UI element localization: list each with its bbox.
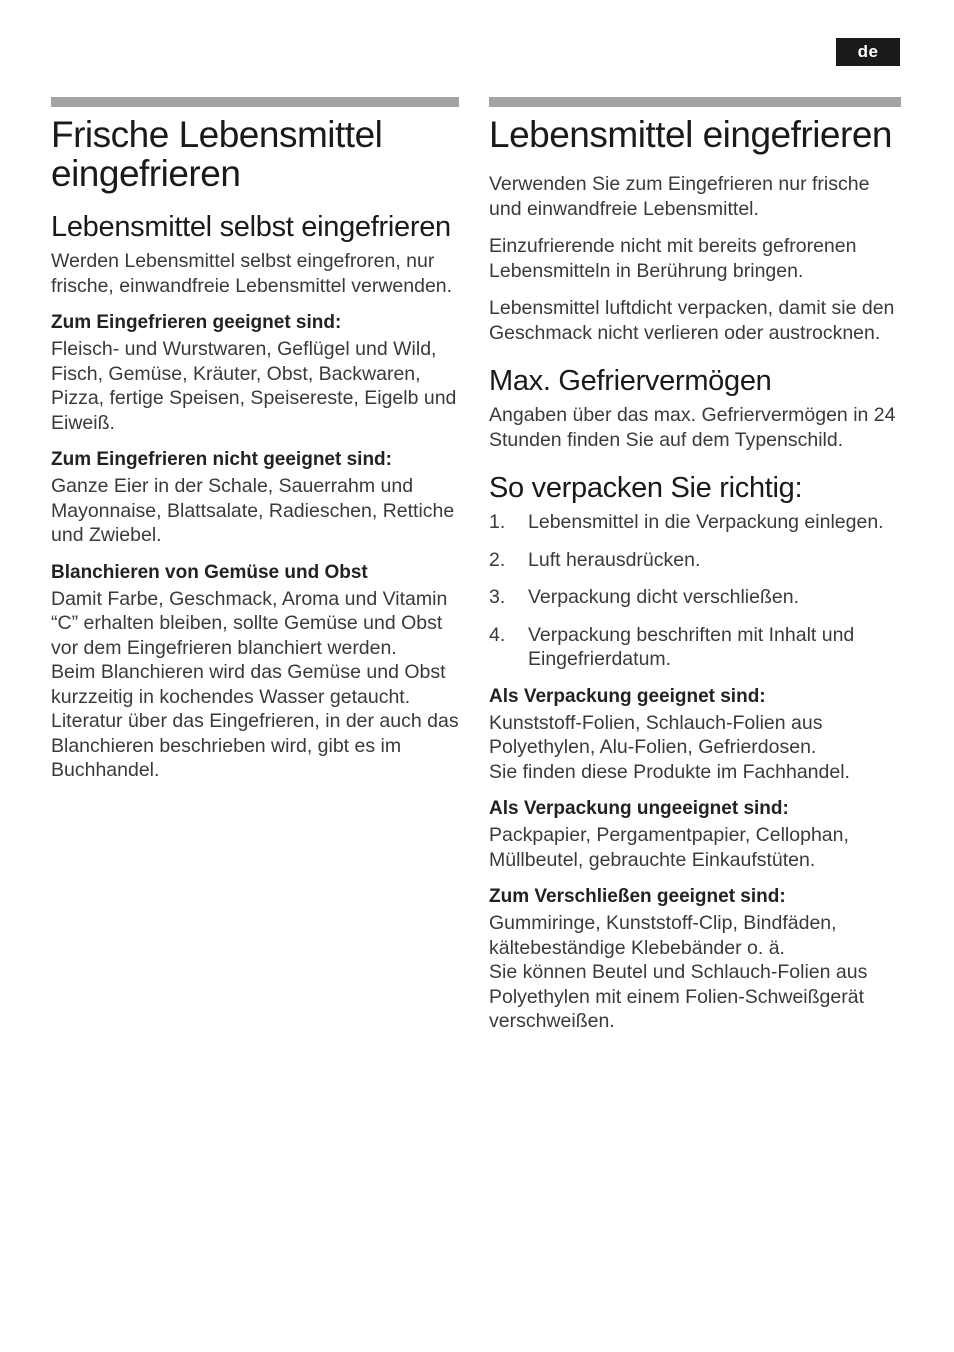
section-rule [51, 97, 459, 107]
section-text-packaging-suitable-1: Kunststoff-Folien, Schlauch-Folien aus Polyethylen, Alu-Folien, Gefrierdosen. [489, 711, 823, 758]
list-item [489, 548, 901, 573]
left-column [51, 97, 459, 796]
step-number: 2. [489, 548, 506, 571]
right-column [489, 97, 901, 1047]
capacity-text: Angaben über das max. Gefriervermögen in 24 Stunden finden Sie auf dem Typenschild. [489, 404, 896, 451]
section-text-suitable: Fleisch- und Wurstwaren, Geflügel und Wild, Fisch, Gemüse, Kräuter, Obst, Backwaren, Pizza, fertige Speisen, Speisereste, Eigelb und Eiweiß. [51, 338, 457, 434]
step-text: Luft herausdrücken. [528, 548, 701, 571]
list-item [489, 510, 901, 535]
left-intro: Werden Lebensmittel selbst eingefroren, nur frische, einwandfreie Lebensmittel verwenden. [51, 250, 453, 297]
section-text-sealing-2: Sie können Beutel und Schlauch-Folien aus Polyethylen mit einem Folien-Schweißgerät verschweißen. [489, 961, 868, 1032]
section-text-blanching-3: Literatur über das Eingefrieren, in der auch das Blanchieren beschrieben wird, gibt es im Buchhandel. [51, 710, 459, 781]
step-number: 4. [489, 623, 506, 646]
packing-heading: So verpacken Sie richtig: [489, 472, 803, 504]
step-text: Verpackung dicht verschließen. [528, 586, 799, 608]
language-badge: de [836, 38, 900, 66]
section-text-packaging-unsuitable: Packpapier, Pergamentpapier, Cellophan, Müllbeutel, gebrauchte Einkaufstüten. [489, 824, 849, 871]
right-paragraph-1: Verwenden Sie zum Eingefrieren nur frische und einwandfreie Lebensmittel. [489, 173, 870, 220]
section-text-blanching-1: Damit Farbe, Geschmack, Aroma und Vitamin “C” erhalten bleiben, sollte Gemüse und Obst vor dem Eingefrieren blanchiert werden. [51, 587, 448, 659]
section-heading-packaging-suitable: Als Verpackung geeignet sind: [489, 685, 766, 707]
section-text-unsuitable: Ganze Eier in der Schale, Sauerrahm und Mayonnaise, Blattsalate, Radieschen, Rettiche und Zwiebel. [51, 475, 455, 546]
packing-steps [489, 510, 901, 672]
section-heading-sealing: Zum Verschließen geeignet sind: [489, 886, 786, 907]
step-number: 1. [489, 511, 506, 533]
section-heading-blanching: Blanchieren von Gemüse und Obst [51, 561, 368, 583]
step-number: 3. [489, 586, 506, 608]
right-title: Lebensmittel eingefrieren [489, 114, 892, 155]
right-paragraph-3: Lebensmittel luftdicht verpacken, damit sie den Geschmack nicht verlieren oder austrocknen. [489, 297, 895, 344]
section-text-blanching-2: Beim Blanchieren wird das Gemüse und Obst kurzzeitig in kochendes Wasser getaucht. [51, 661, 446, 708]
list-item [489, 623, 901, 672]
section-heading-unsuitable: Zum Eingefrieren nicht geeignet sind: [51, 449, 392, 470]
section-text-packaging-suitable-2: Sie finden diese Produkte im Fachhandel. [489, 760, 850, 783]
step-text: Verpackung beschriften mit Inhalt und Eingefrierdatum. [528, 623, 855, 670]
left-title: Frische Lebensmittel eingefrieren [51, 114, 383, 194]
left-subtitle: Lebensmittel selbst eingefrieren [51, 211, 451, 243]
step-text: Lebensmittel in die Verpackung einlegen. [528, 511, 884, 533]
list-item [489, 585, 901, 610]
section-rule [489, 97, 901, 107]
section-heading-packaging-unsuitable: Als Verpackung ungeeignet sind: [489, 798, 789, 819]
section-heading-suitable: Zum Eingefrieren geeignet sind: [51, 312, 342, 333]
section-text-sealing-1: Gummiringe, Kunststoff-Clip, Bindfäden, kältebeständige Klebebänder o. ä. [489, 912, 837, 959]
right-paragraph-2: Einzufrierende nicht mit bereits gefrorenen Lebensmitteln in Berührung bringen. [489, 235, 857, 282]
capacity-heading: Max. Gefriervermögen [489, 365, 772, 397]
